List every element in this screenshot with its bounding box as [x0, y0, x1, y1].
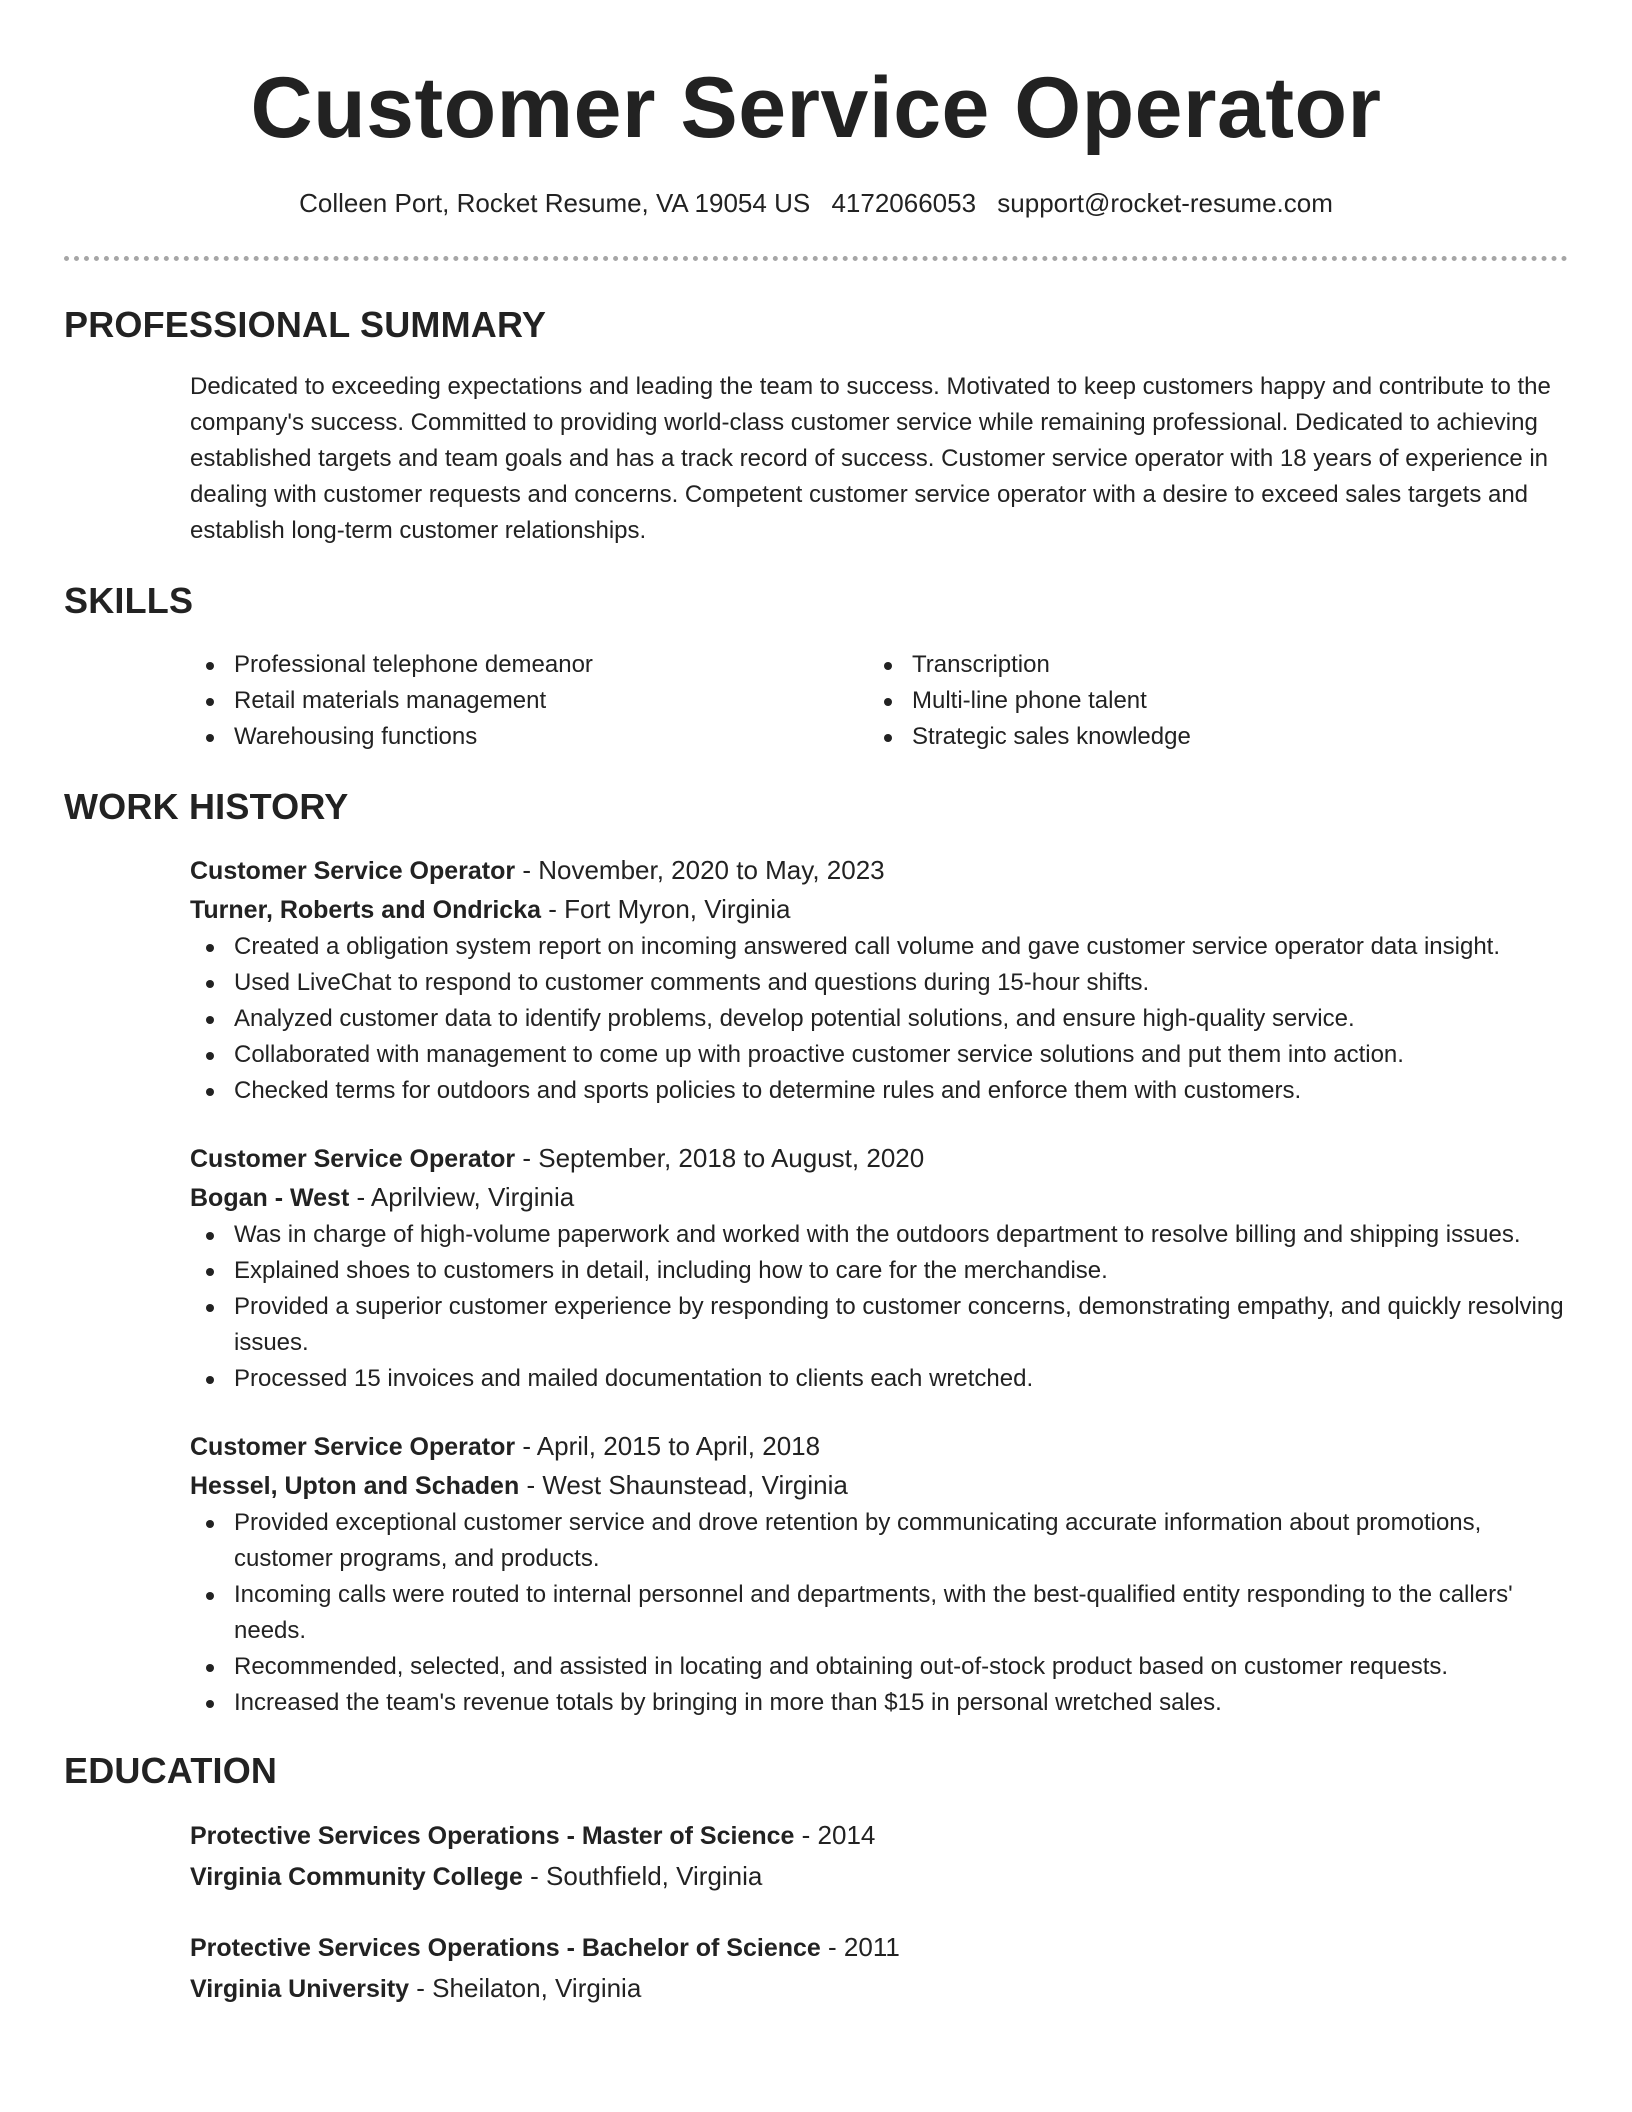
degree-name: Protective Services Operations - Bachelor of Science — [190, 1934, 821, 1962]
school-location: - Sheilaton, Virginia — [409, 1973, 642, 2003]
job-bullet: Provided a superior customer experience by responding to customer concerns, demonstrating empathy, and quickly resolving issues. — [190, 1289, 1568, 1361]
job-location: - Aprilview, Virginia — [349, 1182, 575, 1212]
skill-item: Professional telephone demeanor — [190, 647, 868, 683]
school-line — [190, 1856, 1568, 1897]
work-history-section — [64, 785, 1568, 1721]
job-entry — [190, 851, 1568, 1109]
job-bullets — [190, 1217, 1568, 1397]
job-bullets — [190, 929, 1568, 1109]
job-company-line — [190, 1466, 1568, 1505]
job-bullet: Checked terms for outdoors and sports policies to determine rules and enforce them with customers. — [190, 1073, 1568, 1109]
job-bullet: Explained shoes to customers in detail, including how to care for the merchandise. — [190, 1253, 1568, 1289]
school-line — [190, 1968, 1568, 2009]
contact-line — [64, 186, 1568, 220]
job-role: Customer Service Operator — [190, 1145, 516, 1173]
job-bullet: Provided exceptional customer service and drove retention by communicating accurate information about promotions, customer programs, and products. — [190, 1505, 1568, 1577]
job-title-line — [190, 851, 1568, 890]
job-role: Customer Service Operator — [190, 1433, 516, 1461]
job-company: Hessel, Upton and Schaden — [190, 1472, 520, 1500]
skill-item: Strategic sales knowledge — [868, 719, 1546, 755]
summary-text: Dedicated to exceeding expectations and leading the team to success. Motivated to keep customers happy and contribute to the company's success. Committed to providing world-class customer service while remaining professional. Dedicated to achieving established targets and team goals and has a track record of success. Customer service operator with 18 years of experience in dealing with customer requests and concerns. Competent customer service operator with a desire to exceed sales targets and establish long-term customer relationships. — [190, 373, 1551, 544]
job-bullet: Processed 15 invoices and mailed documentation to clients each wretched. — [190, 1361, 1568, 1397]
skills-section — [64, 579, 1568, 755]
job-role: Customer Service Operator — [190, 857, 516, 885]
degree-line — [190, 1815, 1568, 1856]
degree-year: - 2011 — [820, 1932, 900, 1962]
education-section — [64, 1749, 1568, 2009]
job-bullet: Used LiveChat to respond to customer comments and questions during 15-hour shifts. — [190, 965, 1568, 1001]
job-dates: - September, 2018 to August, 2020 — [515, 1143, 925, 1173]
summary-heading: PROFESSIONAL SUMMARY — [64, 304, 547, 345]
school-name: Virginia Community College — [190, 1863, 523, 1891]
job-title-line — [190, 1427, 1568, 1466]
header-divider — [64, 256, 1568, 261]
skill-item: Warehousing functions — [190, 719, 868, 755]
job-bullet: Was in charge of high-volume paperwork and worked with the outdoors department to resolve billing and shipping issues. — [190, 1217, 1568, 1253]
skill-item: Transcription — [868, 647, 1546, 683]
degree-line — [190, 1927, 1568, 1968]
summary-section — [64, 303, 1568, 549]
job-bullet: Created a obligation system report on incoming answered call volume and gave customer service operator data insight. — [190, 929, 1568, 965]
job-company-line — [190, 890, 1568, 929]
job-entry — [190, 1139, 1568, 1397]
skills-column-left — [190, 647, 868, 755]
resume-name: Customer Service Operator — [250, 60, 1382, 156]
job-title-line — [190, 1139, 1568, 1178]
contact-phone: 4172066053 — [831, 188, 977, 218]
job-dates: - November, 2020 to May, 2023 — [515, 855, 885, 885]
job-bullet: Incoming calls were routed to internal personnel and departments, with the best-qualified entity responding to the callers' needs. — [190, 1577, 1568, 1649]
job-bullet: Collaborated with management to come up with proactive customer service solutions and put them into action. — [190, 1037, 1568, 1073]
job-dates: - April, 2015 to April, 2018 — [515, 1431, 821, 1461]
contact-email: support@rocket-resume.com — [997, 188, 1333, 218]
job-company: Turner, Roberts and Ondricka — [190, 896, 542, 924]
job-location: - West Shaunstead, Virginia — [519, 1470, 848, 1500]
job-bullet: Recommended, selected, and assisted in locating and obtaining out-of-stock product based on customer requests. — [190, 1649, 1568, 1685]
education-heading: EDUCATION — [64, 1750, 278, 1791]
job-company: Bogan - West — [190, 1184, 350, 1212]
skill-item: Retail materials management — [190, 683, 868, 719]
job-bullets — [190, 1505, 1568, 1721]
job-location: - Fort Myron, Virginia — [541, 894, 791, 924]
education-entry — [190, 1815, 1568, 1897]
job-bullet: Analyzed customer data to identify problems, develop potential solutions, and ensure high-quality service. — [190, 1001, 1568, 1037]
skills-grid — [190, 647, 1568, 755]
degree-name: Protective Services Operations - Master of Science — [190, 1822, 795, 1850]
skills-column-right — [868, 647, 1546, 755]
contact-address: Colleen Port, Rocket Resume, VA 19054 US — [299, 188, 811, 218]
school-location: - Southfield, Virginia — [522, 1861, 763, 1891]
job-bullet: Increased the team's revenue totals by bringing in more than $15 in personal wretched sales. — [190, 1685, 1568, 1721]
education-entry — [190, 1927, 1568, 2009]
school-name: Virginia University — [190, 1975, 410, 2003]
skills-heading: SKILLS — [64, 580, 194, 621]
job-company-line — [190, 1178, 1568, 1217]
job-entry — [190, 1427, 1568, 1721]
skill-item: Multi-line phone talent — [868, 683, 1546, 719]
work-history-heading: WORK HISTORY — [64, 786, 349, 827]
degree-year: - 2014 — [794, 1820, 876, 1850]
